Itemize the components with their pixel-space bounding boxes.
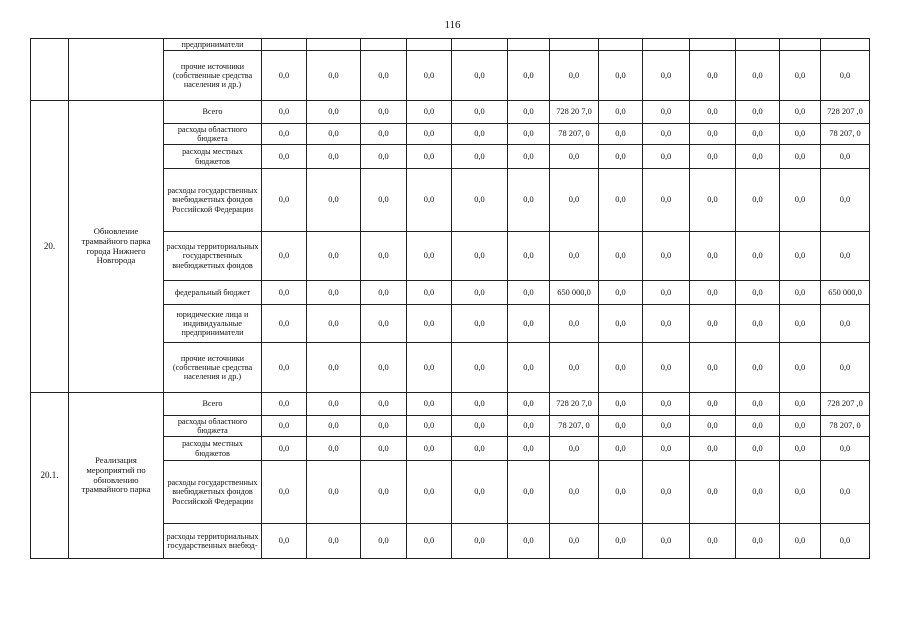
funding-source: федеральный бюджет	[164, 281, 262, 305]
value-cell: 0,0	[736, 101, 780, 124]
value-cell: 0,0	[599, 524, 643, 559]
funding-source: расходы государственных внебюджетных фондов Российской Федерации	[164, 169, 262, 232]
value-cell: 0,0	[361, 101, 407, 124]
value-cell: 0,0	[643, 305, 690, 343]
value-cell: 0,0	[262, 461, 307, 524]
value-cell: 0,0	[690, 393, 736, 416]
funding-source: расходы территориальных государственных внебюд-	[164, 524, 262, 559]
value-cell	[780, 39, 821, 51]
value-cell: 0,0	[643, 437, 690, 461]
value-cell	[599, 39, 643, 51]
value-cell: 0,0	[736, 124, 780, 145]
value-cell: 0,0	[262, 524, 307, 559]
value-cell: 0,0	[407, 343, 452, 393]
value-cell: 0,0	[452, 101, 508, 124]
item-number: 20.	[31, 101, 69, 393]
value-cell: 0,0	[361, 232, 407, 281]
value-cell: 0,0	[780, 101, 821, 124]
value-cell: 0,0	[307, 343, 361, 393]
value-cell: 0,0	[262, 145, 307, 169]
funding-source: Всего	[164, 101, 262, 124]
value-cell: 0,0	[407, 124, 452, 145]
value-cell: 0,0	[821, 524, 870, 559]
value-cell: 0,0	[307, 393, 361, 416]
value-cell: 78 207, 0	[550, 416, 599, 437]
value-cell: 0,0	[508, 437, 550, 461]
value-cell: 0,0	[307, 281, 361, 305]
value-cell: 0,0	[599, 232, 643, 281]
value-cell: 0,0	[361, 524, 407, 559]
value-cell: 0,0	[550, 232, 599, 281]
value-cell: 0,0	[550, 145, 599, 169]
value-cell: 0,0	[736, 416, 780, 437]
value-cell: 0,0	[736, 437, 780, 461]
value-cell: 0,0	[550, 437, 599, 461]
funding-source: расходы местных бюджетов	[164, 437, 262, 461]
budget-table	[30, 38, 870, 559]
value-cell: 0,0	[508, 524, 550, 559]
value-cell: 0,0	[690, 145, 736, 169]
value-cell: 0,0	[361, 393, 407, 416]
value-cell: 0,0	[643, 343, 690, 393]
value-cell: 0,0	[452, 169, 508, 232]
value-cell: 0,0	[262, 393, 307, 416]
value-cell: 0,0	[262, 281, 307, 305]
value-cell: 0,0	[452, 437, 508, 461]
value-cell: 0,0	[690, 524, 736, 559]
value-cell: 0,0	[508, 145, 550, 169]
value-cell: 0,0	[643, 51, 690, 101]
value-cell: 0,0	[508, 101, 550, 124]
table-row	[31, 393, 870, 416]
value-cell: 0,0	[508, 124, 550, 145]
value-cell: 0,0	[307, 51, 361, 101]
value-cell: 0,0	[736, 343, 780, 393]
item-number	[31, 39, 69, 101]
value-cell: 0,0	[307, 437, 361, 461]
value-cell: 0,0	[690, 124, 736, 145]
value-cell: 0,0	[821, 461, 870, 524]
value-cell: 0,0	[361, 343, 407, 393]
value-cell: 0,0	[550, 51, 599, 101]
value-cell: 0,0	[407, 305, 452, 343]
value-cell: 728 20 7,0	[550, 101, 599, 124]
value-cell: 0,0	[599, 461, 643, 524]
value-cell: 0,0	[780, 232, 821, 281]
measure-name: Обновление трамвайного парка города Нижнего Новгорода	[69, 101, 164, 393]
value-cell: 0,0	[262, 51, 307, 101]
value-cell: 0,0	[550, 461, 599, 524]
value-cell: 0,0	[690, 51, 736, 101]
value-cell: 0,0	[508, 343, 550, 393]
value-cell: 0,0	[508, 305, 550, 343]
value-cell: 0,0	[508, 416, 550, 437]
value-cell: 0,0	[780, 461, 821, 524]
value-cell: 0,0	[407, 51, 452, 101]
value-cell: 0,0	[452, 524, 508, 559]
funding-source: расходы государственных внебюджетных фондов Российской Федерации	[164, 461, 262, 524]
value-cell: 0,0	[736, 232, 780, 281]
value-cell: 0,0	[508, 281, 550, 305]
value-cell: 0,0	[599, 124, 643, 145]
value-cell: 0,0	[736, 51, 780, 101]
value-cell: 0,0	[407, 232, 452, 281]
value-cell: 0,0	[262, 416, 307, 437]
measure-name: Реализация мероприятий по обновлению трамвайного парка	[69, 393, 164, 559]
value-cell: 0,0	[307, 461, 361, 524]
value-cell: 0,0	[508, 169, 550, 232]
value-cell: 0,0	[361, 145, 407, 169]
value-cell: 0,0	[407, 393, 452, 416]
value-cell: 650 000,0	[821, 281, 870, 305]
value-cell: 0,0	[736, 393, 780, 416]
value-cell: 0,0	[361, 437, 407, 461]
funding-source: прочие источники (собственные средства населения и др.)	[164, 343, 262, 393]
value-cell: 0,0	[361, 124, 407, 145]
value-cell	[262, 39, 307, 51]
value-cell: 0,0	[361, 461, 407, 524]
value-cell: 0,0	[361, 169, 407, 232]
value-cell: 0,0	[690, 416, 736, 437]
table-row	[31, 39, 870, 51]
value-cell: 0,0	[736, 524, 780, 559]
value-cell: 78 207, 0	[821, 416, 870, 437]
value-cell: 0,0	[736, 169, 780, 232]
value-cell: 0,0	[821, 343, 870, 393]
value-cell: 0,0	[307, 524, 361, 559]
value-cell: 0,0	[550, 524, 599, 559]
value-cell: 0,0	[599, 101, 643, 124]
value-cell: 0,0	[550, 305, 599, 343]
value-cell: 0,0	[643, 416, 690, 437]
value-cell: 0,0	[821, 437, 870, 461]
value-cell: 0,0	[821, 51, 870, 101]
value-cell: 0,0	[780, 437, 821, 461]
value-cell: 0,0	[690, 101, 736, 124]
value-cell: 0,0	[821, 169, 870, 232]
value-cell: 0,0	[599, 281, 643, 305]
funding-source: расходы территориальных государственных внебюджетных фондов	[164, 232, 262, 281]
value-cell: 0,0	[599, 51, 643, 101]
value-cell	[361, 39, 407, 51]
value-cell: 0,0	[643, 124, 690, 145]
value-cell: 0,0	[452, 281, 508, 305]
value-cell: 0,0	[452, 343, 508, 393]
value-cell: 0,0	[643, 524, 690, 559]
value-cell: 728 20 7,0	[550, 393, 599, 416]
value-cell: 0,0	[780, 343, 821, 393]
value-cell: 0,0	[690, 281, 736, 305]
funding-source: расходы областного бюджета	[164, 416, 262, 437]
value-cell: 0,0	[452, 124, 508, 145]
table-row	[31, 101, 870, 124]
value-cell: 0,0	[452, 145, 508, 169]
value-cell: 0,0	[452, 51, 508, 101]
value-cell: 0,0	[262, 124, 307, 145]
value-cell: 0,0	[407, 281, 452, 305]
value-cell	[307, 39, 361, 51]
value-cell: 0,0	[262, 343, 307, 393]
value-cell: 0,0	[736, 305, 780, 343]
value-cell: 0,0	[599, 416, 643, 437]
value-cell: 0,0	[599, 145, 643, 169]
value-cell: 0,0	[452, 461, 508, 524]
value-cell: 0,0	[736, 281, 780, 305]
value-cell	[407, 39, 452, 51]
value-cell: 0,0	[307, 101, 361, 124]
value-cell: 0,0	[780, 169, 821, 232]
funding-source: юридические лица и индивидуальные предприниматели	[164, 305, 262, 343]
value-cell: 0,0	[821, 145, 870, 169]
value-cell: 0,0	[508, 232, 550, 281]
value-cell	[550, 39, 599, 51]
value-cell: 0,0	[407, 461, 452, 524]
value-cell: 0,0	[690, 437, 736, 461]
value-cell: 0,0	[690, 461, 736, 524]
value-cell: 0,0	[550, 343, 599, 393]
item-number: 20.1.	[31, 393, 69, 559]
value-cell: 0,0	[407, 145, 452, 169]
value-cell: 0,0	[262, 101, 307, 124]
value-cell: 0,0	[599, 437, 643, 461]
value-cell: 0,0	[452, 232, 508, 281]
value-cell: 0,0	[361, 416, 407, 437]
value-cell: 0,0	[307, 169, 361, 232]
value-cell: 0,0	[550, 169, 599, 232]
value-cell: 0,0	[736, 145, 780, 169]
value-cell: 0,0	[307, 145, 361, 169]
value-cell	[736, 39, 780, 51]
value-cell: 0,0	[407, 169, 452, 232]
value-cell: 0,0	[643, 393, 690, 416]
value-cell: 0,0	[361, 281, 407, 305]
value-cell: 0,0	[307, 124, 361, 145]
value-cell: 0,0	[690, 305, 736, 343]
value-cell: 0,0	[452, 416, 508, 437]
value-cell: 0,0	[643, 281, 690, 305]
value-cell: 0,0	[508, 461, 550, 524]
value-cell: 0,0	[407, 437, 452, 461]
value-cell: 0,0	[780, 124, 821, 145]
value-cell: 0,0	[780, 305, 821, 343]
value-cell: 0,0	[643, 232, 690, 281]
funding-source: расходы областного бюджета	[164, 124, 262, 145]
value-cell: 0,0	[780, 393, 821, 416]
value-cell: 0,0	[452, 393, 508, 416]
value-cell: 0,0	[821, 232, 870, 281]
value-cell: 0,0	[599, 393, 643, 416]
funding-source: прочие источники (собственные средства населения и др.)	[164, 51, 262, 101]
value-cell: 0,0	[690, 232, 736, 281]
value-cell: 0,0	[780, 145, 821, 169]
value-cell: 0,0	[508, 393, 550, 416]
value-cell: 0,0	[262, 305, 307, 343]
value-cell: 0,0	[361, 305, 407, 343]
value-cell: 0,0	[307, 305, 361, 343]
value-cell: 0,0	[780, 416, 821, 437]
value-cell: 0,0	[407, 416, 452, 437]
value-cell: 0,0	[262, 169, 307, 232]
value-cell: 728 207 ,0	[821, 393, 870, 416]
value-cell: 0,0	[690, 169, 736, 232]
value-cell	[643, 39, 690, 51]
value-cell: 0,0	[407, 101, 452, 124]
value-cell: 0,0	[643, 101, 690, 124]
value-cell: 0,0	[780, 524, 821, 559]
value-cell: 0,0	[599, 169, 643, 232]
value-cell: 0,0	[821, 305, 870, 343]
value-cell: 0,0	[307, 416, 361, 437]
value-cell	[452, 39, 508, 51]
value-cell	[690, 39, 736, 51]
value-cell: 78 207, 0	[821, 124, 870, 145]
value-cell: 0,0	[599, 305, 643, 343]
value-cell: 78 207, 0	[550, 124, 599, 145]
value-cell: 0,0	[307, 232, 361, 281]
value-cell: 0,0	[780, 51, 821, 101]
value-cell: 0,0	[736, 461, 780, 524]
value-cell: 0,0	[599, 343, 643, 393]
funding-source: Всего	[164, 393, 262, 416]
value-cell: 0,0	[508, 51, 550, 101]
value-cell: 0,0	[262, 232, 307, 281]
value-cell: 0,0	[452, 305, 508, 343]
value-cell: 0,0	[361, 51, 407, 101]
value-cell: 728 207 ,0	[821, 101, 870, 124]
value-cell: 0,0	[780, 281, 821, 305]
value-cell: 0,0	[643, 169, 690, 232]
value-cell	[508, 39, 550, 51]
measure-name	[69, 39, 164, 101]
value-cell: 0,0	[407, 524, 452, 559]
funding-source: расходы местных бюджетов	[164, 145, 262, 169]
value-cell: 0,0	[643, 461, 690, 524]
funding-source: предприниматели	[164, 39, 262, 51]
value-cell: 0,0	[690, 343, 736, 393]
page-number: 116	[444, 19, 461, 31]
value-cell: 0,0	[643, 145, 690, 169]
value-cell: 650 000,0	[550, 281, 599, 305]
value-cell	[821, 39, 870, 51]
value-cell: 0,0	[262, 437, 307, 461]
